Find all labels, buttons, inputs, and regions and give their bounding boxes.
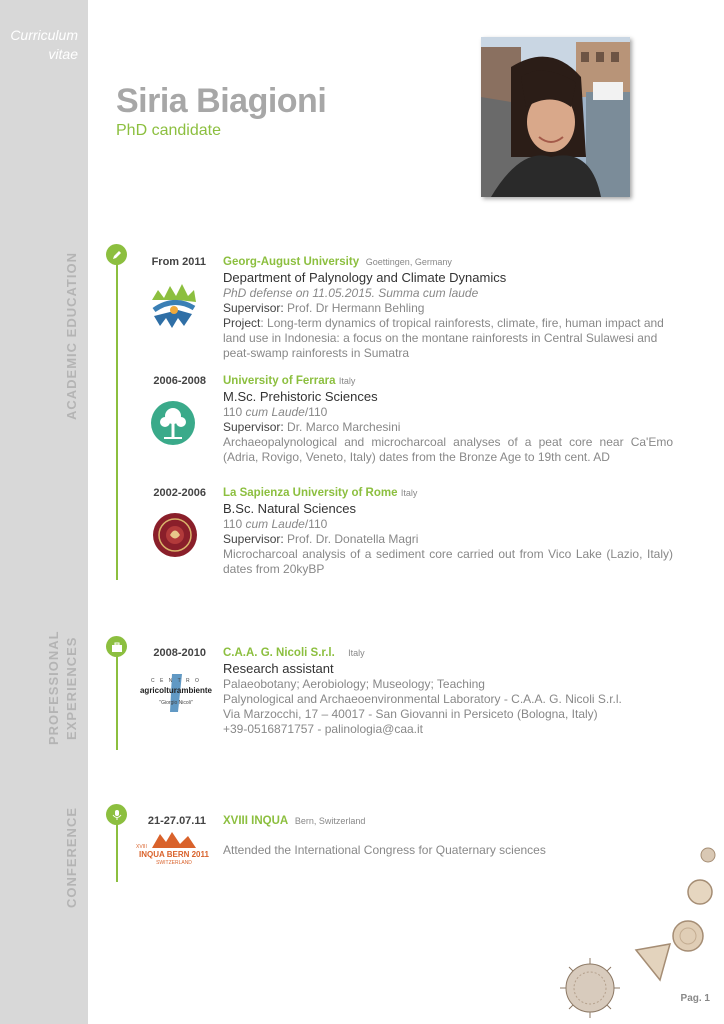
degree: B.Sc. Natural Sciences — [223, 501, 356, 516]
institution-location: Italy — [348, 648, 365, 658]
education-entry-2 — [223, 373, 673, 465]
institution-name: University of Ferrara — [223, 375, 336, 387]
conference-location: Bern, Switzerland — [294, 816, 366, 826]
person-subtitle: PhD candidate — [116, 122, 221, 139]
role: Research assistant — [223, 661, 334, 676]
timeline-line-education — [116, 250, 118, 580]
education-date-1: From 2011 — [151, 256, 206, 268]
defense-note: PhD defense on 11.05.2015. Summa cum laude — [223, 286, 479, 300]
logo-centro: C E N T R O — [151, 678, 201, 684]
caa-nicoli-logo — [136, 670, 216, 716]
grade — [223, 405, 673, 420]
profile-photo — [481, 37, 630, 197]
experience-line-4: +39-0516871757 - palinologia@caa.it — [223, 722, 423, 736]
education-date-2: 2006-2008 — [153, 375, 206, 387]
sapienza-logo — [152, 512, 198, 563]
grade-score: 110 — [223, 405, 246, 419]
logo-inqua-bern: INQUA BERN 2011 — [139, 850, 209, 859]
grade-max: /110 — [304, 405, 328, 419]
goettingen-logo — [148, 280, 200, 335]
logo-giorgio-nicoli: "Giorgio Nicoli" — [159, 700, 193, 706]
sidebar — [0, 0, 88, 1024]
education-entry-3 — [223, 485, 673, 577]
institution-location: Goettingen, Germany — [365, 257, 452, 267]
cv-label-line1: Curriculum — [10, 27, 78, 43]
supervisor-label: Supervisor: — [223, 532, 284, 546]
conference-title: XVIII INQUA — [223, 815, 289, 827]
grade-max: /110 — [304, 517, 328, 531]
institution-name: Georg-August University — [223, 256, 360, 268]
grade-score: 110 — [223, 517, 246, 531]
experience-line-3: Via Marzocchi, 17 – 40017 - San Giovanni in Persiceto (Bologna, Italy) — [223, 707, 598, 721]
institution-name: La Sapienza University of Rome — [223, 487, 398, 499]
thesis: Microcharcoal analysis of a sediment core carried out from Vico Lake (Lazio, Italy) dates from 20kyBP — [223, 547, 673, 576]
supervisor: Prof. Dr. Donatella Magri — [287, 532, 419, 546]
conference-date: 21-27.07.11 — [147, 815, 206, 827]
education-date-3: 2002-2006 — [153, 487, 206, 499]
logo-switzerland: SWITZERLAND — [156, 860, 192, 866]
conference-description: Attended the International Congress for Quaternary sciences — [223, 843, 546, 857]
section-experiences: EXPERIENCES — [64, 636, 79, 740]
degree: Department of Palynology and Climate Dynamics — [223, 270, 507, 285]
supervisor-label: Supervisor: — [223, 420, 284, 434]
page-number: Pag. 1 — [680, 993, 710, 1004]
experience-line-1: Palaeobotany; Aerobiology; Museology; Teaching — [223, 677, 485, 691]
institution-name: C.A.A. G. Nicoli S.r.l. — [223, 647, 335, 659]
section-academic-education: ACADEMIC EDUCATION — [64, 252, 79, 420]
cv-label-line2: vitae — [48, 46, 78, 62]
institution-location: Italy — [338, 376, 356, 386]
logo-xviii: XVIII — [136, 844, 147, 850]
experience-line-2: Palynological and Archaeoenvironmental Laboratory - C.A.A. G. Nicoli S.r.l. — [223, 692, 622, 706]
experience-date: 2008-2010 — [153, 647, 206, 659]
grade-honors: cum Laude — [245, 517, 305, 531]
institution-location: Italy — [400, 488, 418, 498]
project: : Long-term dynamics of tropical rainforests, climate, fire, human impact and land use in Indonesia: a focus on the montane rainforests in Central Sulawesi and peat-swamp rainforests in Sumatra — [223, 316, 664, 360]
education-entry-1 — [223, 254, 673, 361]
inqua-logo — [136, 832, 212, 870]
ferrara-logo — [150, 400, 196, 451]
grade — [223, 517, 673, 532]
thesis: Archaeopalynological and microcharcoal analyses of a peat core near Ca'Emo (Adria, Rovigo, Veneto, Italy) dates from the Bronze Age to 19th cent. AD — [223, 435, 673, 464]
supervisor-label: Supervisor: — [223, 301, 284, 315]
supervisor: Prof. Dr Hermann Behling — [287, 301, 425, 315]
person-name: Siria Biagioni — [116, 82, 327, 120]
degree: M.Sc. Prehistoric Sciences — [223, 389, 378, 404]
experience-entry — [223, 645, 673, 737]
grade-honors: cum Laude — [245, 405, 305, 419]
supervisor: Dr. Marco Marchesini — [287, 420, 401, 434]
section-conference: CONFERENCE — [64, 806, 79, 908]
logo-agricolturambiente: agricolturambiente — [139, 686, 212, 695]
cv-label — [10, 26, 78, 64]
section-professional: PROFESSIONAL — [46, 630, 61, 745]
project-label: Project — [223, 316, 261, 330]
